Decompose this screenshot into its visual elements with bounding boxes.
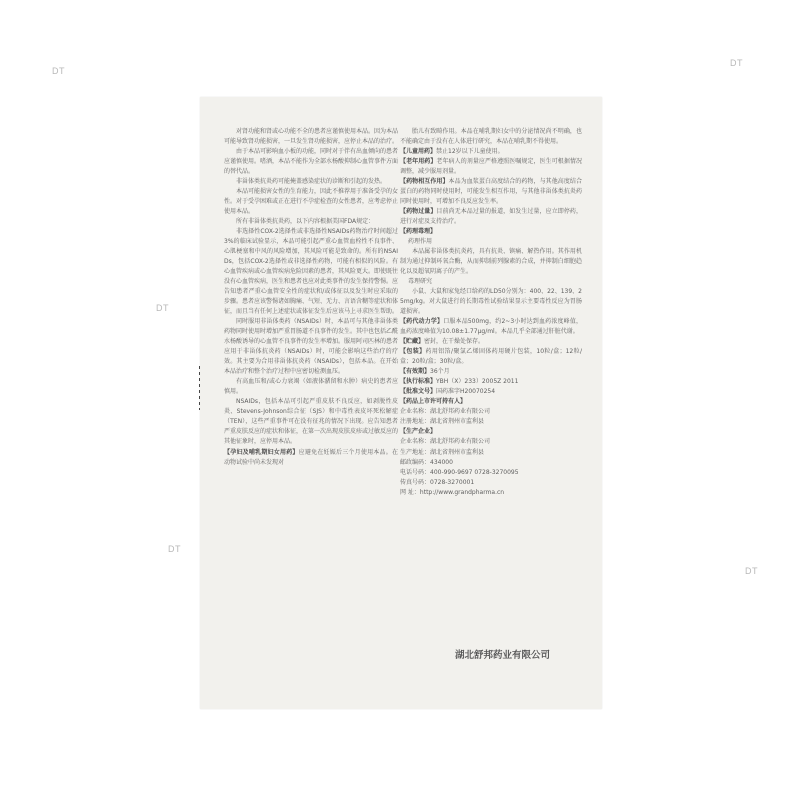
insert-paragraph (400, 237, 582, 247)
insert-right-column (400, 127, 582, 702)
section-text: 毒理研究 (408, 278, 433, 286)
section-text: 非选择性COX-2选择性或非选择性NSAIDs药物治疗时间超过3%的临床试验显示，本品可能引起严重心血管血栓性不良事件、心肌梗塞和中风的风险增加，其风险可能是致命的。所有的NSAIDs，包括COX-2选择性或非选择性药物，可能有相似的风险。有心血管疾病或心血管疾病危险因素的患者，其风险更大。即使既往没有心血管疾病，医生和患者也应对此类事件的发生保持警惕。应告知患者严重心血管安全性的症状和/或体征以及发生时应采取的步骤。患者应该警惕诸如胸痛、气短、无力、言语含糊等症状和体征，而且当有任何上述症状或体征发生后应该马上寻求医生帮助。 (224, 228, 398, 316)
section-heading: 【药品上市许可持有人】 (400, 398, 467, 406)
watermark: DT (730, 58, 743, 68)
insert-paragraph (400, 468, 582, 478)
insert-paragraph (400, 417, 582, 427)
insert-paragraph (400, 177, 582, 207)
section-text: 生产地址：湖北省荆州市监利县 (400, 448, 485, 456)
section-heading: 【执行标准】 (400, 378, 437, 386)
section-text: 本品可能损害女性的生育能力，因此不推荐用于准备受孕的女性。对于受孕困难或正在进行不孕症检查的女性患者，应考虑停止使用本品。 (224, 188, 398, 216)
insert-paragraph (400, 367, 582, 377)
section-text: 电话号码：400-990-9697 0728-3270095 (400, 468, 519, 476)
section-text: 口服本品500mg，约2~3小时达到血药浓度峰值，血药浓度峰值为10.08±1.77μg/ml。本品几乎全部通过肝脏代谢。 (400, 318, 582, 336)
insert-paragraph (400, 337, 582, 347)
insert-paragraph (400, 397, 582, 407)
insert-paragraph (400, 448, 582, 458)
footer-company-name: 湖北舒邦药业有限公司 (455, 650, 551, 661)
section-heading: 【药物相互作用】 (400, 178, 449, 186)
insert-paragraph (400, 458, 582, 468)
section-heading: 【生产企业】 (400, 428, 437, 436)
insert-paragraph (400, 147, 582, 157)
insert-paragraph (400, 227, 582, 237)
insert-paragraph (400, 287, 582, 317)
section-text: 邮政编码：434000 (400, 458, 453, 466)
section-text: 密封，在干燥处保存。 (424, 338, 485, 346)
insert-paragraph (400, 407, 582, 417)
section-text: 禁止12岁以下儿童使用。 (436, 148, 504, 156)
insert-paragraph (224, 317, 398, 377)
section-heading: 【老年用药】 (400, 158, 437, 166)
section-heading: 【批准文号】 (400, 388, 437, 396)
watermark: DT (745, 566, 758, 576)
watermark: DT (52, 66, 65, 76)
section-text: 目前尚无本品过量的报道，如发生过量，应立即停药，进行对症及支持治疗。 (400, 208, 582, 226)
section-text: 所有非甾体类抗炎药，以下内容根据美国FDA规定： (236, 218, 375, 226)
insert-paragraph (400, 157, 582, 177)
section-text: 非甾体类抗炎药可能掩盖感染症状的诊断和引起的发热。 (236, 178, 387, 186)
section-text: 36个月 (430, 368, 450, 376)
section-text: 国药准字H20070254 (436, 388, 496, 396)
section-text: 老年病人的剂量应严格遵照医嘱规定，医生可根据情况调整，减少服用剂量。 (400, 158, 582, 176)
section-heading: 【包装】 (400, 348, 426, 356)
section-text: 由于本品可影响血小板的功能，同时对于伴有出血倾向的患者应谨慎使用。嗜酒，本品不能作为全部水杨酸抑制心血管事件方面的替代品。 (224, 148, 398, 176)
section-text: 本品属非甾体类抗炎药，具有抗炎、镇痛、解热作用。其作用机制为通过抑制环氧合酶，从而抑制前列腺素的合成，并抑制白细胞趋化以及超氧阴离子的产生。 (400, 248, 582, 276)
section-text: 有高血压和/或心力衰竭（如液体潴留和水肿）病史的患者应慎用。 (224, 378, 398, 396)
insert-paragraph (400, 478, 582, 488)
insert-left-column (224, 127, 398, 702)
section-text: 传真号码：0728-3270001 (400, 478, 475, 486)
insert-paragraph (400, 488, 582, 498)
section-text: 药理作用 (408, 238, 433, 246)
insert-paragraph (400, 347, 582, 367)
section-heading: 【药物过量】 (400, 208, 437, 216)
insert-paragraph (224, 127, 398, 147)
section-text: 企业名称：湖北舒邦药业有限公司 (400, 408, 491, 416)
section-heading: 【孕妇及哺乳期妇女用药】 (224, 448, 299, 456)
insert-paragraph (400, 437, 582, 447)
section-heading: 【儿童用药】 (400, 148, 437, 156)
insert-paragraph (224, 147, 398, 177)
section-text: 应避免在妊娠后三个月使用本品。在动物试验中尚未发现对 (224, 448, 398, 466)
watermark: DT (168, 544, 181, 554)
insert-paragraph (224, 377, 398, 397)
section-text: 胎儿有致畸作用。本品在哺乳期妇女中的分泌情况尚不明确，也不能确定由于没有在人体进行研究，本品在哺乳期不得使用。 (400, 128, 582, 146)
section-text: YBH（X）233）2005Z 2011 (436, 378, 519, 386)
section-text: 注册地址：湖北省荆州市监利县 (400, 418, 485, 426)
insert-paragraph (400, 277, 582, 287)
insert-paragraph (224, 217, 398, 227)
insert-paragraph (224, 177, 398, 187)
insert-paragraph (400, 317, 582, 337)
section-text: 药用铝箔/聚氯乙烯固体药用硬片包装，10粒/盒；12粒/盒；20粒/盒；30粒/盒。 (400, 348, 582, 366)
section-heading: 【贮藏】 (400, 338, 425, 346)
insert-paragraph (224, 397, 398, 447)
section-text: 企业名称：湖北舒邦药业有限公司 (400, 438, 491, 446)
insert-paragraph (400, 207, 582, 227)
insert-paragraph (400, 247, 582, 277)
package-insert-sheet (200, 97, 602, 709)
section-heading: 【药代动力学】 (400, 318, 444, 326)
section-heading: 【有效期】 (400, 368, 431, 376)
insert-paragraph (400, 387, 582, 397)
insert-paragraph (400, 427, 582, 437)
section-text: 网 址：http://www.grandpharma.cn (400, 488, 505, 496)
insert-paragraph (224, 227, 398, 317)
section-text: 对肾功能和肾或心功能不全的患者应谨慎使用本品。因为本品可能导致肾功能损害，一旦发生肾功能损害，应停止本品的治疗。 (224, 128, 398, 146)
insert-paragraph (400, 377, 582, 387)
section-text: 同时服用非甾体类药（NSAIDs）时，本品可与其他非甾体类药物同时使用时增加严重胃肠道不良事件的发生。其中也包括乙酰水杨酸诱导的心血管不良事件的发生率增加。服用阿司匹林的患者应用于非甾体抗炎药（NSAIDs）时，可能会影响这些治疗的疗效。其主要为合用非甾体抗炎药（NSAIDs），包括本品。在开始本品治疗和整个治疗过程中应密切检测血压。 (224, 318, 398, 376)
section-text: NSAIDs，包括本品可引起严重皮肤不良反应，如剥脱性皮炎、Stevens-Johnson综合征（SJS）和中毒性表皮坏死松解症（TEN），这些严重事件可在没有征兆的情况下出现。应告知患者严重皮肤反应的症状和体征，在第一次出现皮肤皮疹或过敏反应的其他征象时，应停用本品。 (224, 398, 398, 446)
watermark: DT (156, 303, 169, 313)
insert-paragraph (224, 187, 398, 217)
insert-paragraph (224, 448, 398, 468)
section-text: 本品为血浆蛋白高度结合的药物，与其他高度结合蛋白的药物同时使用时，可能发生相互作用，与其他非甾体类抗炎药同时使用时，可增加不良反应发生率。 (400, 178, 582, 206)
section-heading: 【药理毒理】 (400, 228, 437, 236)
section-text: 小鼠、大鼠和家兔经口给药的LD50分别为：400、22、139、25mg/kg。对大鼠进行的长期毒性试验结果显示主要毒性反应为胃肠道损害。 (400, 288, 582, 316)
insert-paragraph (400, 127, 582, 147)
